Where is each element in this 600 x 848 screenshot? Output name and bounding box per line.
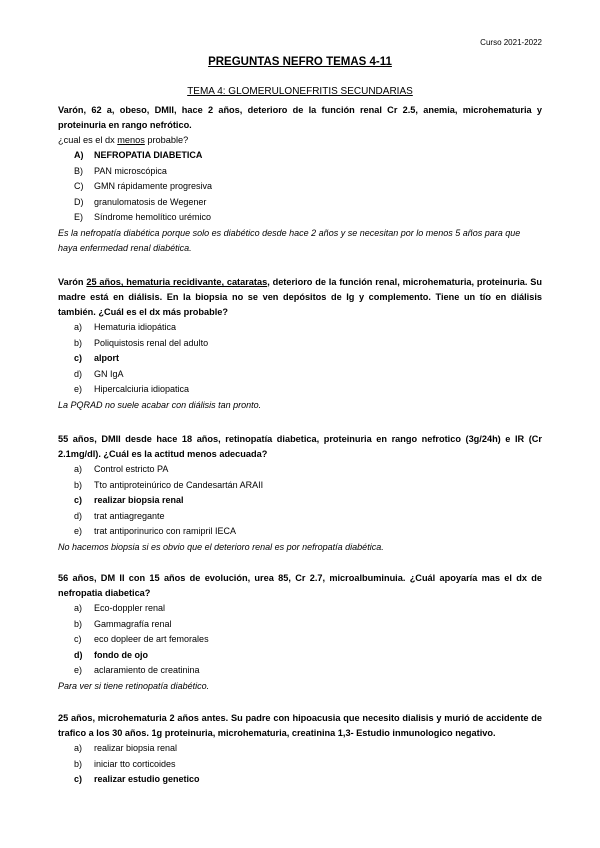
option-d: d) fondo de ojo [74, 649, 148, 660]
option-a: a) realizar biopsia renal [74, 743, 178, 753]
question-4 [58, 571, 542, 694]
question-stem: 56 años, DM II con 15 años de evolución, urea 85, Cr 2.7, microalbuminuia. ¿Cuál apoyaría mas el dx de nefropatia diabetica? [58, 573, 542, 598]
explanation-note: No hacemos biopsia si es obvio que el deterioro renal es por nefropatía diabética. [58, 541, 384, 552]
option-b: b) Gammagrafía renal [74, 618, 172, 629]
option-c: c) realizar estudio genetico [74, 774, 200, 784]
option-a: a) Eco-doppler renal [74, 603, 166, 613]
explanation-note: Es la nefropatía diabética porque solo es diabético desde hace 2 años y se necesitan por lo menos 5 años para que haya enfermedad renal diabética. [58, 227, 521, 253]
explanation-note: La PQRAD no suele acabar con diálisis tan pronto. [58, 399, 262, 410]
question-3 [58, 432, 542, 555]
option-d: d) trat antiagregante [74, 510, 165, 521]
option-a: a) Control estricto PA [74, 464, 169, 474]
question-5 [58, 711, 542, 788]
option-d: d) GN IgA [74, 368, 124, 379]
option-d: D) granulomatosis de Wegener [74, 196, 207, 207]
document-title: PREGUNTAS NEFRO TEMAS 4-11 [208, 56, 392, 68]
question-stem: Varón, 62 a, obeso, DMII, hace 2 años, deterioro de la función renal Cr 2.5, anemia, microhematuria y proteinuria en rango nefrótico. [58, 105, 542, 130]
question-stem: 25 años, microhematuria 2 años antes. Su padre con hipoacusia que necesito dialisis y murió de accidente de trafico a los 30 años. 1g proteinuria, microhematuria, creatinina 1,3- Estudio inmunologico negativo. [58, 713, 542, 738]
question-2 [58, 275, 542, 413]
option-b: B) PAN microscópica [74, 165, 167, 176]
option-c: C) GMN rápidamente progresiva [74, 181, 213, 191]
option-c: c) eco dopleer de art femorales [74, 634, 209, 644]
option-e: e) Hipercalciuria idiopatica [74, 384, 190, 394]
question-prompt: ¿cual es el dx menos probable? [58, 135, 189, 145]
option-c: c) alport [74, 353, 120, 363]
option-a: a) Hematuria idiopática [74, 322, 177, 332]
option-a: A) NEFROPATIA DIABETICA [74, 150, 203, 160]
course-label: Curso 2021-2022 [480, 38, 542, 47]
option-e: e) trat antiporinurico con ramipril IECA [74, 526, 237, 536]
question-1 [58, 103, 542, 256]
option-b: b) iniciar tto corticoides [74, 758, 176, 769]
section-heading: TEMA 4: GLOMERULONEFRITIS SECUNDARIAS [187, 86, 413, 97]
explanation-note: Para ver si tiene retinopatía diabético. [58, 680, 210, 691]
option-c: c) realizar biopsia renal [74, 495, 184, 505]
question-stem: Varón 25 años, hematuria recidivante, cataratas, deterioro de la función renal, microhematuria, proteinuria. Su madre está en diálisis. En la biopsia no se ven depósitos de Ig y complemento. Tiene un tío en diálisis también. ¿Cuál es el dx más probable? [58, 277, 542, 317]
option-b: b) Tto antiproteinúrico de Candesartán ARAII [74, 479, 264, 490]
option-e: E) Síndrome hemolítico urémico [74, 212, 212, 222]
question-stem: 55 años, DMII desde hace 18 años, retinopatía diabetica, proteinuria en rango nefrotico (3g/24h) e IR (Cr 2.1mg/dl). ¿Cuál es la actitud menos adecuada? [58, 434, 542, 459]
option-b: b) Poliquistosis renal del adulto [74, 337, 209, 348]
option-e: e) aclaramiento de creatinina [74, 665, 200, 675]
